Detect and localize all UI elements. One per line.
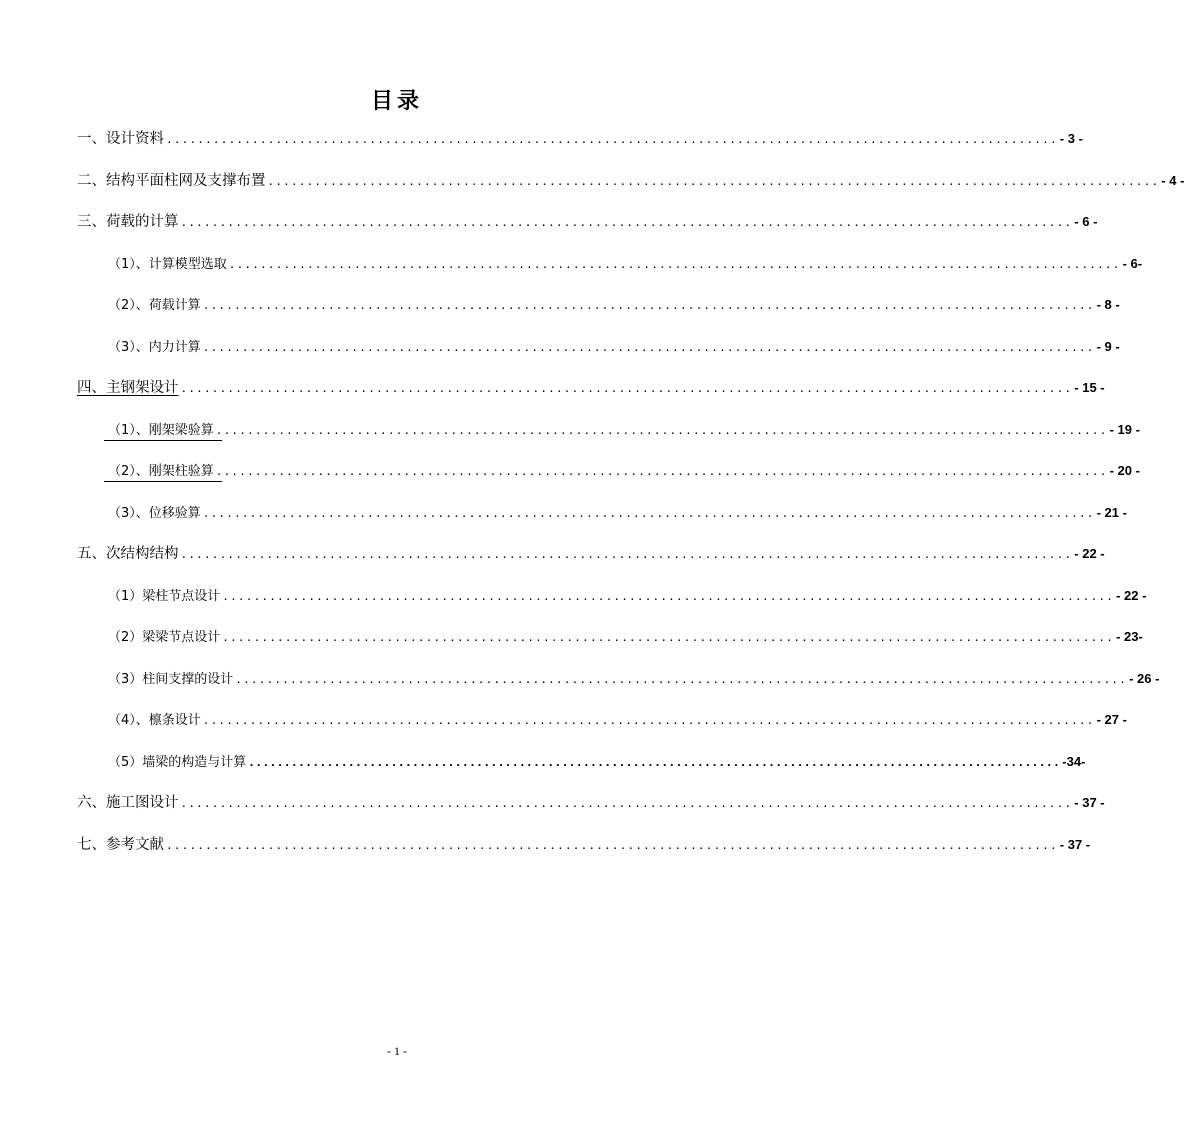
toc-entry-label: （5）墙梁的构造与计算 — [108, 754, 247, 770]
toc-entry[interactable] — [77, 169, 1184, 211]
toc-entry[interactable] — [77, 542, 1105, 584]
toc-subentry[interactable] — [77, 501, 1127, 543]
toc-entry-label: （3）、位移验算 — [108, 505, 201, 521]
dot-leader: .................................................................................................................. — [248, 755, 1061, 769]
toc-entry-label: （1）、刚架梁验算 — [108, 422, 214, 438]
toc-entry-label: （2）梁梁节点设计 — [108, 630, 221, 645]
toc-entry[interactable] — [77, 833, 1091, 875]
dot-leader: .................................................................................................................. — [180, 797, 1073, 810]
dot-leader: .................................................................................................................. — [180, 216, 1073, 229]
toc-entry-page: - 23- — [1116, 629, 1143, 644]
toc-entry-label: 五、次结构结构 — [77, 546, 179, 562]
toc-entry-label: 二、结构平面柱网及支撑布置 — [77, 172, 266, 189]
toc-entry-page: -34- — [1062, 753, 1086, 769]
toc-subentry[interactable] — [77, 667, 1160, 709]
toc-entry-page: - 26 - — [1129, 670, 1160, 686]
toc-subentry[interactable] — [77, 750, 1086, 792]
dot-leader: .................................................................................................................. — [215, 423, 1108, 437]
toc-entry-page: - 37 - — [1059, 836, 1091, 852]
toc-entry-label: （4）、檩条设计 — [108, 713, 201, 728]
dot-leader: .................................................................................................................. — [202, 714, 1095, 727]
toc-entry-page: - 6 - — [1074, 214, 1098, 229]
dot-leader: .................................................................................................................. — [180, 382, 1073, 395]
dot-leader: .................................................................................................................. — [235, 672, 1128, 686]
toc-entry-label: 七、参考文献 — [77, 836, 164, 853]
toc-entry-label: 四、主钢架设计 — [77, 380, 179, 396]
dot-leader: .................................................................................................................. — [166, 133, 1058, 146]
toc-entry-page: - 21 - — [1096, 504, 1127, 520]
toc-entry-label: 一、设计资料 — [77, 131, 164, 147]
dot-leader: .................................................................................................................. — [180, 548, 1073, 561]
toc-entry[interactable] — [77, 791, 1105, 833]
toc-entry-label: （2）、荷载计算 — [108, 298, 201, 313]
dot-leader: .................................................................................................................. — [228, 257, 1121, 271]
toc-entry-page: - 37 - — [1074, 795, 1105, 810]
page-number: - 1 - — [387, 1044, 407, 1058]
toc-entry-page: - 9 - — [1096, 338, 1120, 354]
toc-entry-label: （2）、刚架柱验算 — [108, 464, 214, 479]
dot-leader: .................................................................................................................. — [166, 838, 1058, 852]
toc-entry-label: 三、荷载的计算 — [77, 214, 179, 230]
dot-leader: .................................................................................................................. — [267, 174, 1160, 188]
toc-subentry[interactable] — [77, 584, 1147, 626]
toc-entry-page: - 6- — [1122, 255, 1143, 271]
toc-entry-page: - 15 - — [1074, 380, 1105, 395]
toc-subentry[interactable] — [77, 708, 1127, 750]
toc-entry-label: 六、施工图设计 — [77, 795, 179, 811]
toc-entry-page: - 27 - — [1096, 712, 1127, 727]
dot-leader: .................................................................................................................. — [202, 506, 1095, 520]
dot-leader: .................................................................................................................. — [222, 589, 1115, 603]
toc-subentry[interactable] — [77, 418, 1140, 460]
toc-subentry[interactable] — [77, 252, 1143, 294]
toc-subentry[interactable] — [77, 335, 1120, 377]
toc-entry[interactable] — [77, 210, 1098, 252]
toc-entry-page: - 4 - — [1161, 172, 1184, 188]
table-of-contents — [77, 127, 1184, 874]
toc-entry[interactable] — [77, 127, 1083, 169]
toc-entry-label: （1）梁柱节点设计 — [108, 588, 221, 604]
toc-entry-page: - 3 - — [1059, 131, 1083, 146]
toc-entry[interactable] — [77, 376, 1105, 418]
toc-entry-page: - 22 - — [1074, 546, 1105, 561]
dot-leader: .................................................................................................................. — [222, 631, 1115, 644]
toc-subentry[interactable] — [77, 293, 1120, 335]
toc-entry-page: - 19 - — [1109, 421, 1140, 437]
dot-leader: .................................................................................................................. — [215, 465, 1108, 478]
toc-entry-label: （3）、内力计算 — [108, 339, 201, 355]
toc-subentry[interactable] — [77, 459, 1140, 501]
toc-entry-page: - 8 - — [1096, 297, 1120, 312]
toc-subentry[interactable] — [77, 625, 1143, 667]
toc-title: 目录 — [370, 89, 423, 114]
dot-leader: .................................................................................................................. — [202, 299, 1095, 312]
toc-entry-label: （3）柱间支撑的设计 — [108, 671, 234, 687]
toc-entry-page: - 20 - — [1109, 463, 1140, 478]
dot-leader: .................................................................................................................. — [202, 340, 1095, 354]
toc-entry-page: - 22 - — [1116, 587, 1147, 603]
toc-entry-label: （1）、计算模型选取 — [108, 256, 227, 272]
